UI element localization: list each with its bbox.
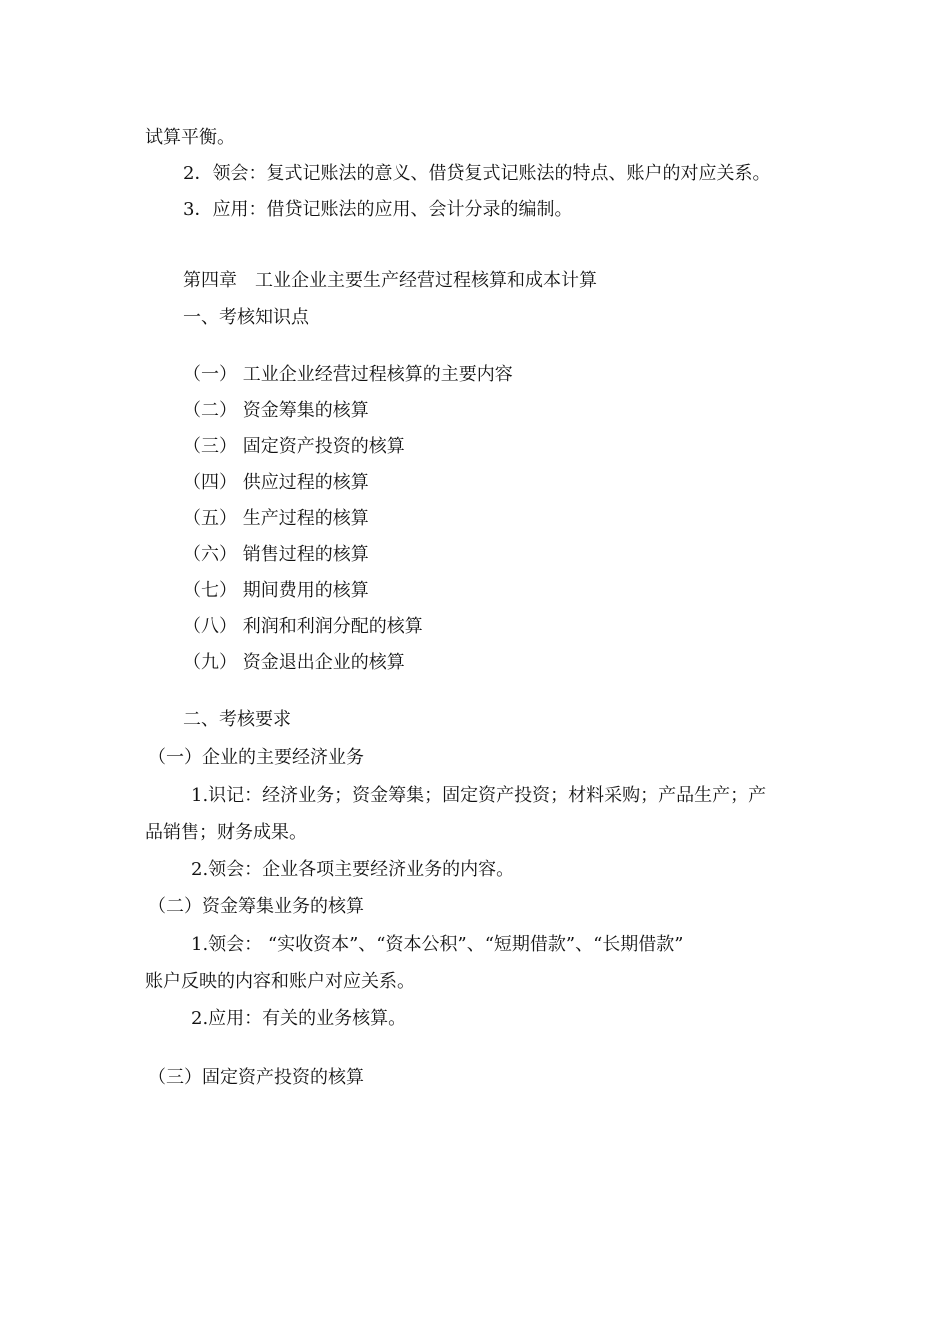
knowledge-point-item: （九） 资金退出企业的核算 — [183, 652, 405, 673]
requirement-2-item-2: 2.应用：有关的业务核算。 — [191, 1008, 407, 1029]
knowledge-point-item: （二） 资金筹集的核算 — [183, 400, 369, 421]
knowledge-point-item: （五） 生产过程的核算 — [183, 508, 369, 529]
knowledge-point-item: （七） 期间费用的核算 — [183, 580, 369, 601]
requirement-1-item-1-line-2: 品销售；财务成果。 — [145, 822, 307, 843]
knowledge-point-item: （四） 供应过程的核算 — [183, 472, 369, 493]
requirement-1-item-1-line-1: 1.识记：经济业务；资金筹集；固定资产投资；材料采购；产品生产；产 — [191, 785, 767, 806]
knowledge-point-item: （六） 销售过程的核算 — [183, 544, 369, 565]
requirement-2-item-1-line-2: 账户反映的内容和账户对应关系。 — [145, 971, 415, 992]
requirement-2-item-1-line-1: 1.领会： “实收资本”、“资本公积”、“短期借款”、“长期借款” — [191, 934, 684, 955]
section-heading-requirements: 二、考核要求 — [183, 709, 291, 730]
section-heading-knowledge-points: 一、考核知识点 — [183, 307, 309, 328]
requirement-1-item-2: 2.领会：企业各项主要经济业务的内容。 — [191, 859, 515, 880]
knowledge-point-item: （八） 利润和利润分配的核算 — [183, 616, 423, 637]
requirement-heading-1: （一）企业的主要经济业务 — [148, 747, 364, 768]
intro-item-3: 3．应用：借贷记账法的应用、会计分录的编制。 — [183, 199, 573, 220]
knowledge-point-item: （三） 固定资产投资的核算 — [183, 436, 405, 457]
knowledge-point-item: （一） 工业企业经营过程核算的主要内容 — [183, 364, 513, 385]
intro-tail-text: 试算平衡。 — [145, 127, 235, 148]
requirement-heading-3: （三）固定资产投资的核算 — [148, 1067, 364, 1088]
chapter-title: 第四章 工业企业主要生产经营过程核算和成本计算 — [183, 270, 597, 291]
intro-item-2: 2．领会：复式记账法的意义、借贷复式记账法的特点、账户的对应关系。 — [183, 163, 771, 184]
requirement-heading-2: （二）资金筹集业务的核算 — [148, 896, 364, 917]
